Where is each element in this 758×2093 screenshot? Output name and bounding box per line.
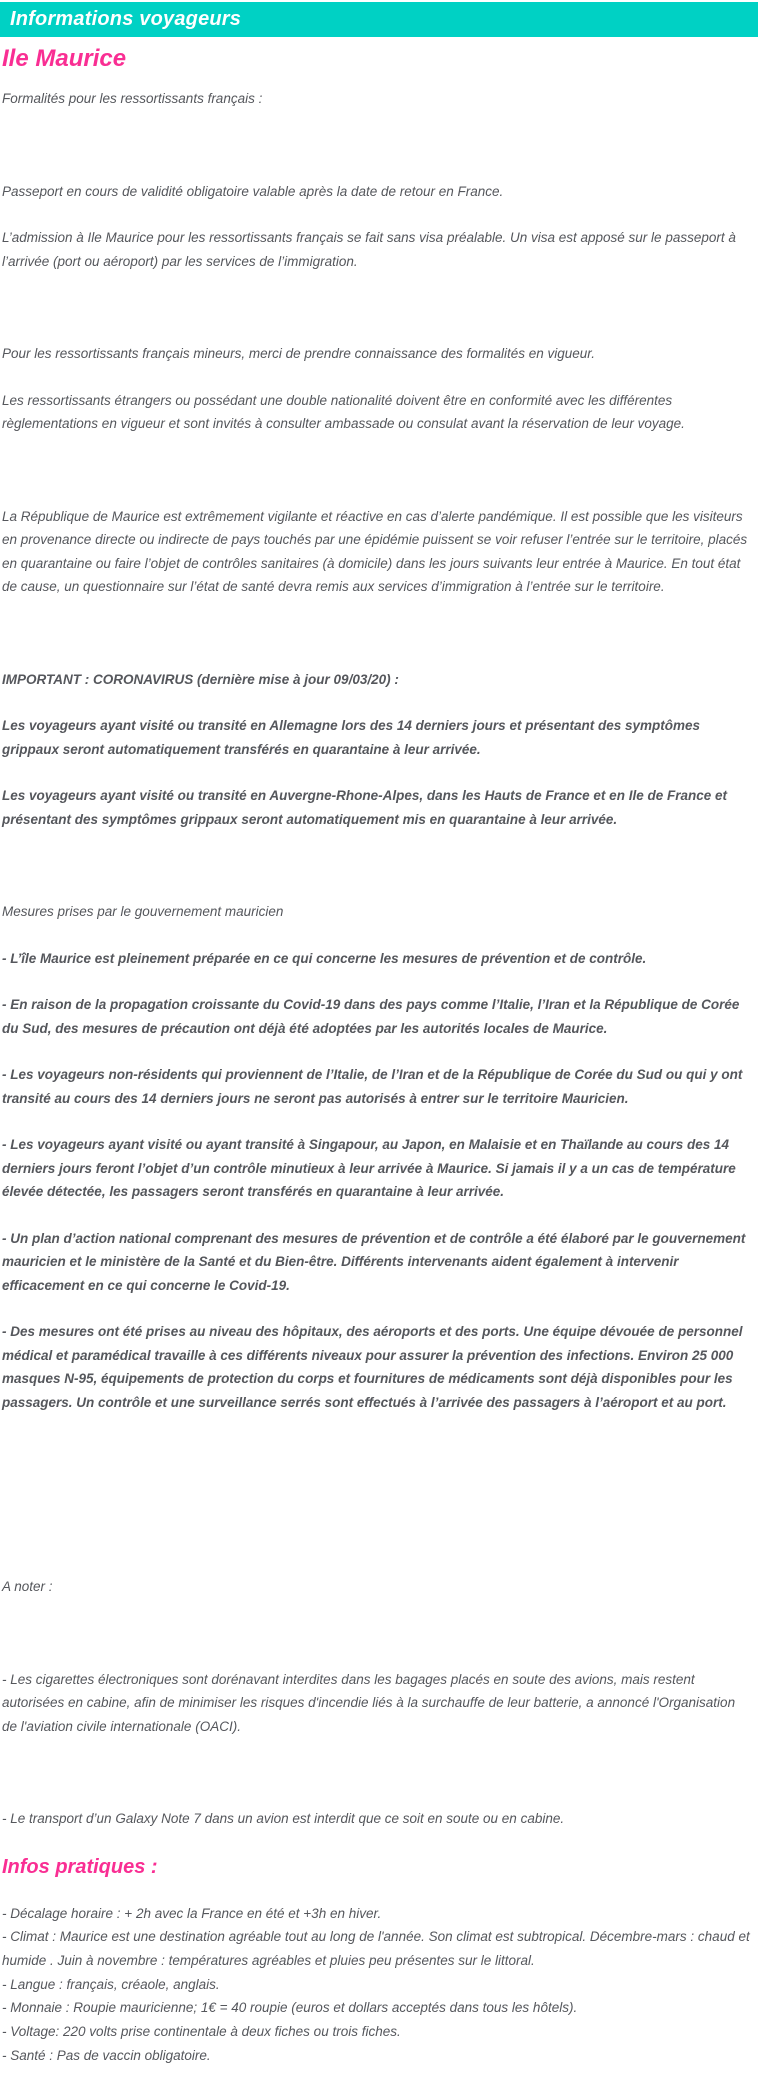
paragraph: A noter : <box>2 1579 53 1594</box>
paragraph-spacer <box>2 622 752 668</box>
paragraph: - Un plan d’action national comprenant des mesures de prévention et de contrôle a été élaboré par le gouvernement mauricien et le ministère de la Santé et du Bien-être. Différents intervenants aident également à intervenir efficacement en ce qui concerne le Covid-19. <box>2 1230 746 1293</box>
info-line: - Voltage: 220 volts prise continentale à deux fiches ou trois fiches. <box>2 2024 401 2040</box>
infos-pratiques-list <box>2 1902 752 2068</box>
paragraph-spacer <box>2 296 752 342</box>
paragraph: - En raison de la propagation croissante du Covid-19 dans des pays comme l’Italie, l’Iran et la République de Corée du Sud, des mesures de précaution ont déjà été adoptées par les autorités locales de Maurice. <box>2 997 740 1036</box>
info-line: - Climat : Maurice est une destination agréable tout au long de l'année. Son climat est subtropical. Décembre-mars : chaud et humide . Juin à novembre : températures agréables et pluies peu présentes sur le littoral. <box>2 1929 750 1968</box>
paragraph: Les voyageurs ayant visité ou transité en Auvergne-Rhone-Alpes, dans les Hauts de France et en Ile de France et présentant des symptômes grippaux seront automatiquement mis en quarantaine à leur arrivée. <box>2 788 727 827</box>
paragraph: Les voyageurs ayant visité ou transité en Allemagne lors des 14 derniers jours et présentant des symptômes grippaux seront automatiquement transférés en quarantaine à leur arrivée. <box>2 718 701 757</box>
paragraph: La République de Maurice est extrêmement vigilante et réactive en cas d’alerte pandémique. Il est possible que les visiteurs en provenance directe ou indirecte de pays touchés par une épidémie puissent se voir refuser l’entrée sur le territoire, placés en quarantaine ou faire l’objet de contrôles sanitaires (à domicile) dans les jours suivants leur entrée à Maurice. En tout état de cause, un questionnaire sur l’état de santé devra remis aux services d’immigration à l’entrée sur le territoire. <box>2 508 748 594</box>
page-header <box>0 2 758 37</box>
paragraph: - Les cigarettes électroniques sont dorénavant interdites dans les bagages placés en soute des avions, mais restent autorisées en cabine, afin de minimiser les risques d'incendie liés à la surchauffe de leur batterie, a annoncé l'Organisation de l'aviation civile internationale (OACI). <box>2 1671 736 1734</box>
paragraph-spacer <box>2 134 752 180</box>
paragraph: Mesures prises par le gouvernement mauricien <box>2 904 284 919</box>
travel-info-page <box>0 2 758 2093</box>
destination-title: Ile Maurice <box>2 45 127 72</box>
paragraph: Passeport en cours de validité obligatoire valable après la date de retour en France. <box>2 183 504 199</box>
paragraph: - Les voyageurs ayant visité ou ayant transité à Singapour, au Japon, en Malaisie et en Thaïlande au cours des 14 derniers jours feront l’objet d’un contrôle minutieux à leur arrivée à Maurice. Si jamais il y a un cas de température élevée détectée, les passagers seront transférés en quarantaine à leur arrivée. <box>2 1137 736 1199</box>
paragraph: Formalités pour les ressortissants français : <box>2 91 263 106</box>
infos-pratiques-heading: Infos pratiques : <box>2 1855 158 1878</box>
paragraph-spacer <box>2 459 752 505</box>
paragraph: - Le transport d’un Galaxy Note 7 dans un avion est interdit que ce soit en soute ou en cabine. <box>2 1811 565 1826</box>
paragraph: IMPORTANT : CORONAVIRUS (dernière mise à jour 09/03/20) : <box>2 671 399 687</box>
paragraph-spacer <box>2 854 752 900</box>
info-line: - Monnaie : Roupie mauricienne; 1€ = 40 roupie (euros et dollars acceptés dans tous les hôtels). <box>2 2000 578 2016</box>
paragraph: - L’île Maurice est pleinement préparée en ce qui concerne les mesures de prévention et de contrôle. <box>2 950 647 966</box>
paragraph: L’admission à Ile Maurice pour les ressortissants français se fait sans visa préalable. Un visa est apposé sur le passeport à l’arrivée (port ou aéroport) par les services de l’immigration. <box>2 230 736 269</box>
paragraph-list <box>2 87 752 1831</box>
paragraph: - Des mesures ont été prises au niveau des hôpitaux, des aéroports et des ports. Une équipe dévouée de personnel médical et paramédical travaille à ces différents niveaux pour assurer la prévention des infections. Environ 25 000 masques N-95, équipements de protection du corps et fournitures de médicaments sont déjà disponibles pour les passagers. Un contrôle et une surveillance serrés sont effectués à l’arrivée des passagers à l’aéroport et au port. <box>2 1324 743 1410</box>
header-title: Informations voyageurs <box>10 8 242 30</box>
info-line: - Décalage horaire : + 2h avec la France en été et +3h en hiver. <box>2 1905 382 1921</box>
paragraph-spacer <box>2 1622 752 1668</box>
paragraph-spacer <box>2 1437 752 1483</box>
info-line: - Santé : Pas de vaccin obligatoire. <box>2 2047 211 2063</box>
paragraph: Les ressortissants étrangers ou possédant une double nationalité doivent être en conformité avec les différentes règlementations en vigueur et sont invités à consulter ambassade ou consulat avant la réservation de leur voyage. <box>2 392 685 431</box>
paragraph-spacer <box>2 1529 752 1575</box>
paragraph: Pour les ressortissants français mineurs, merci de prendre connaissance des formalités en vigueur. <box>2 346 596 361</box>
info-line: - Langue : français, créaole, anglais. <box>2 1976 220 1992</box>
content-area <box>0 44 758 2093</box>
paragraph: - Les voyageurs non-résidents qui proviennent de l’Italie, de l’Iran et de la République de Corée du Sud ou qui y ont transité au cours des 14 derniers jours ne seront pas autorisés à entrer sur le territoire Mauricien. <box>2 1067 743 1106</box>
paragraph-spacer <box>2 1761 752 1807</box>
paragraph-spacer <box>2 1483 752 1529</box>
